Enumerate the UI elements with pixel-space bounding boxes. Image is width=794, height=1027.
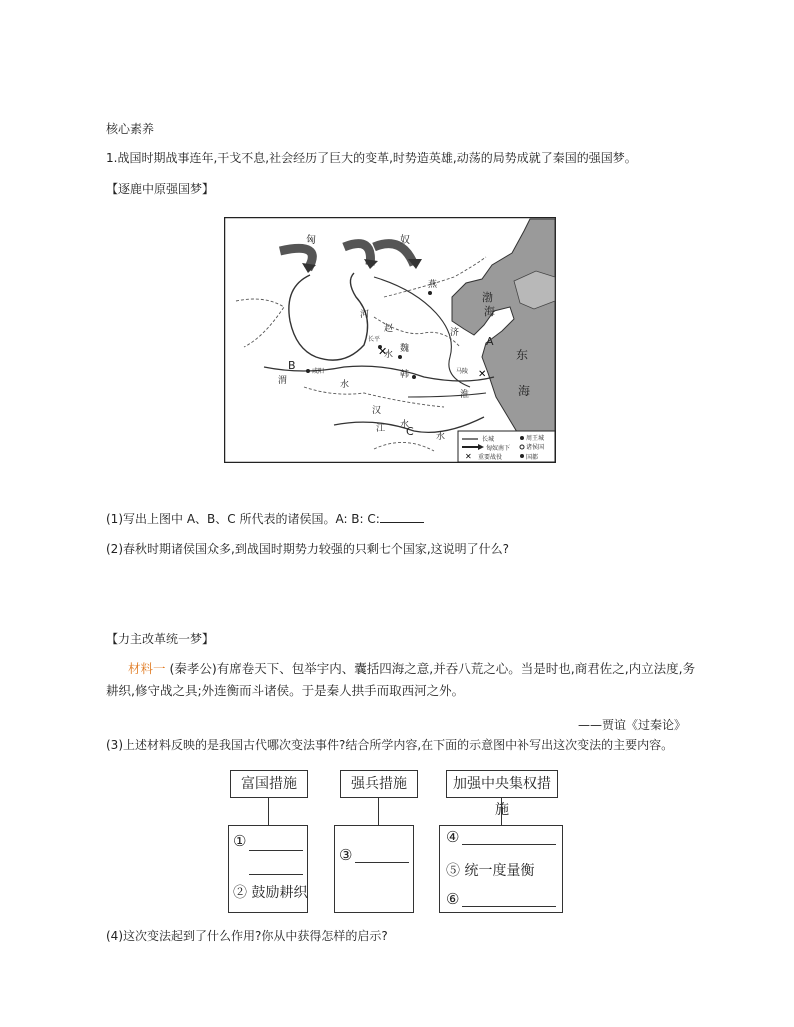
legend-battle: 重要战役 [478, 454, 503, 461]
legend-xiongnu: 匈奴南下 [486, 445, 511, 452]
map-label-xiongnu-left: 匈 [306, 235, 316, 246]
legend-capital2: 国都 [526, 454, 539, 461]
item-5: ⑤ 统一度量衡 [446, 863, 535, 879]
material-paragraph: 材料一 (秦孝公)有席卷天下、包举宇内、囊括四海之意,并吞八荒之心。当是时也,商君佐之,内立法度,务 [128, 661, 696, 676]
map-label-maling: 马陵 [456, 368, 469, 375]
map-label-huai: 淮 [460, 390, 470, 400]
map-label-xianyang: 咸阳 [312, 368, 325, 375]
item-3: ③ [339, 846, 353, 864]
svg-text:✕: ✕ [465, 452, 472, 461]
question-3: (3)上述材料反映的是我国古代哪次变法事件?结合所学内容,在下面的示意图中补写出这次变法的主要内容。 [106, 738, 674, 752]
answer-line-4[interactable] [462, 844, 556, 845]
answer-line-6[interactable] [462, 906, 556, 907]
box-title-strong-army: 强兵措施 [340, 770, 418, 798]
question-1-1: (1)写出上图中 A、B、C 所代表的诸侯国。A: B: C: [106, 511, 424, 527]
map-label-he: 河 [360, 310, 370, 320]
map-label-zhao: 赵 [384, 324, 394, 334]
answer-blank-c[interactable] [380, 511, 424, 523]
question-4: (4)这次变法起到了什么作用?你从中获得怎样的启示? [106, 929, 388, 943]
map-label-wei-river: 渭 [278, 376, 288, 386]
map-label-c: C [406, 425, 414, 438]
map-label-shui-2: 水 [340, 380, 350, 390]
map-label-han-river: 汉 [372, 406, 382, 416]
map-label-donghai-2: 海 [518, 384, 531, 398]
map-label-wei: 魏 [400, 344, 410, 354]
legend-states: 诸侯国 [526, 444, 545, 451]
answer-line-1[interactable] [249, 850, 303, 851]
map-label-bohai-1: 渤 [482, 291, 493, 304]
section-title: 核心素养 [106, 122, 155, 136]
heading-reform: 【力主改革统一梦】 [106, 632, 215, 646]
material-source: ——贾谊《过秦论》 [578, 718, 687, 732]
heading-chase-deer: 【逐鹿中原强国梦】 [106, 182, 215, 196]
map-label-han: 韩 [400, 370, 410, 380]
item-4: ④ [446, 828, 460, 846]
material-paragraph-2: 耕织,修守战之具;外连衡而斗诸侯。于是秦人拱手而取西河之外。 [106, 683, 465, 698]
map-label-bohai-2: 海 [484, 305, 495, 318]
map-label-shui-3: 水 [400, 420, 410, 430]
warring-states-map [224, 217, 556, 463]
legend-wall: 长城 [482, 436, 495, 443]
map-label-jiang: 江 [376, 424, 386, 434]
legend-capital: 周王城 [526, 435, 545, 442]
map-label-xiongnu-right: 奴 [400, 235, 410, 246]
question-1-2: (2)春秋时期诸侯国众多,到战国时期势力较强的只剩七个国家,这说明了什么? [106, 542, 509, 556]
map-label-donghai-1: 东 [516, 348, 529, 362]
item-2: ② 鼓励耕织 [233, 885, 308, 901]
map-label-ji: 济 [450, 328, 460, 338]
map-label-shui-4: 水 [436, 432, 446, 442]
box-title-rich-country: 富国措施 [230, 770, 308, 798]
map-label-a: A [486, 335, 494, 348]
answer-line-3[interactable] [355, 862, 409, 863]
answer-line-1b[interactable] [249, 874, 303, 875]
item-1: ① [233, 832, 247, 850]
question-1-intro: 1.战国时期战事连年,干戈不息,社会经历了巨大的变革,时势造英雄,动荡的局势成就了秦国的强国梦。 [106, 151, 637, 165]
map-label-yan: 燕 [428, 280, 438, 290]
map-label-changping: 长平 [368, 336, 381, 343]
box-centralize [439, 825, 563, 913]
box-title-centralize: 加强中央集权措施 [446, 770, 558, 798]
item-6: ⑥ [446, 890, 460, 908]
map-label-shui-1: 水 [384, 350, 394, 360]
svg-text:✕: ✕ [478, 369, 487, 380]
material-label: 材料一 [128, 661, 166, 676]
map-label-b: B [288, 359, 296, 372]
box-rich-country [228, 825, 308, 913]
svg-text:✕: ✕ [378, 345, 388, 358]
box-strong-army [334, 825, 414, 913]
